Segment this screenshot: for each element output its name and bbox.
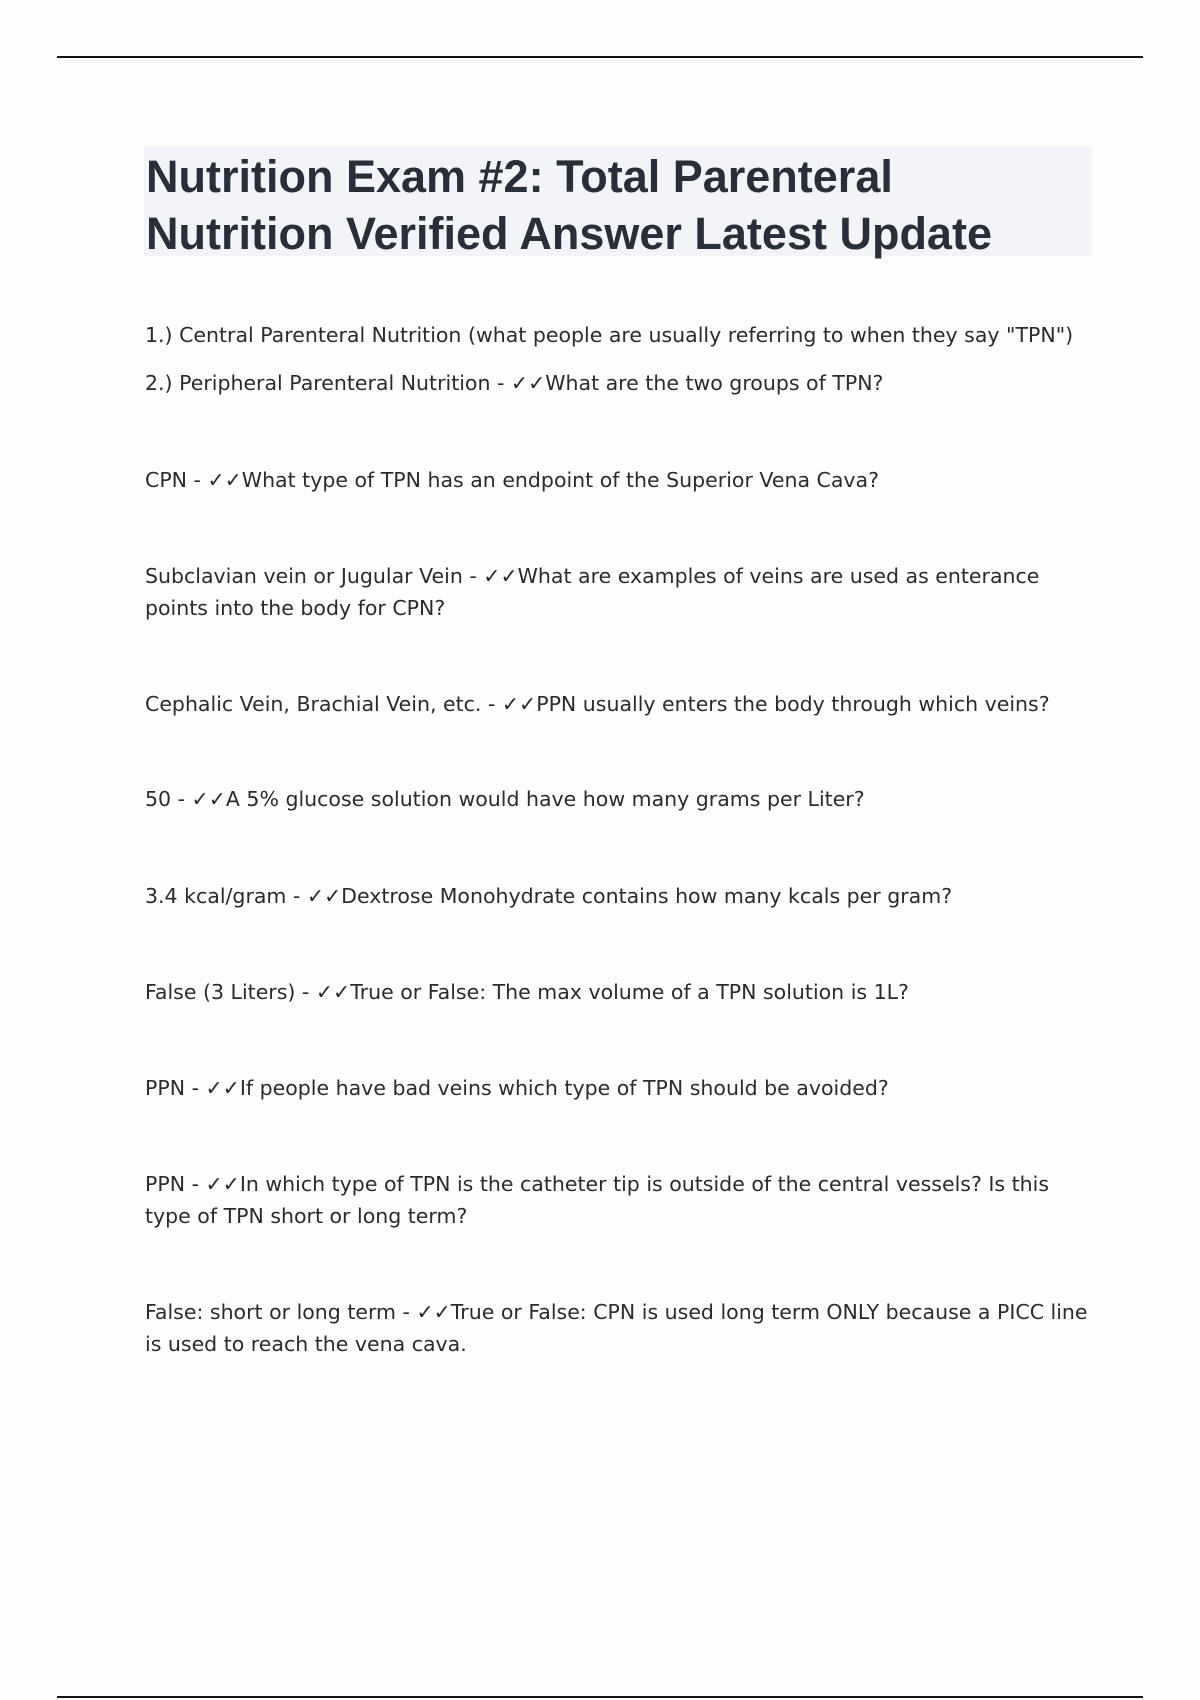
qa-item-8: False (3 Liters) - ✓✓True or False: The max volume of a TPN solution is 1L? (145, 980, 909, 1004)
qa-item-5: Cephalic Vein, Brachial Vein, etc. - ✓✓PPN usually enters the body through which veins? (145, 692, 1050, 716)
qa-item-3: CPN - ✓✓What type of TPN has an endpoint of the Superior Vena Cava? (145, 468, 879, 492)
qa-item-6: 50 - ✓✓A 5% glucose solution would have how many grams per Liter? (145, 787, 865, 811)
qa-item-7: 3.4 kcal/gram - ✓✓Dextrose Monohydrate contains how many kcals per gram? (145, 884, 953, 908)
bottom-rule (57, 1696, 1143, 1698)
qa-item-4: Subclavian vein or Jugular Vein - ✓✓What are examples of veins are used as enterance points into the body for CPN? (145, 564, 1040, 620)
page-title: Nutrition Exam #2: Total Parenteral Nutrition Verified Answer Latest Update (146, 151, 992, 259)
qa-item-2: 2.) Peripheral Parenteral Nutrition - ✓✓What are the two groups of TPN? (145, 371, 884, 395)
qa-item-10: PPN - ✓✓In which type of TPN is the catheter tip is outside of the central vessels? Is this type of TPN short or long term? (145, 1172, 1050, 1228)
qa-item-9: PPN - ✓✓If people have bad veins which type of TPN should be avoided? (145, 1076, 889, 1100)
top-rule (57, 56, 1143, 58)
qa-item-11: False: short or long term - ✓✓True or False: CPN is used long term ONLY because a PICC line is used to reach the vena cava. (145, 1300, 1088, 1356)
qa-item-1: 1.) Central Parenteral Nutrition (what people are usually referring to when they say "TPN") (145, 323, 1074, 347)
title-block (144, 146, 1092, 259)
